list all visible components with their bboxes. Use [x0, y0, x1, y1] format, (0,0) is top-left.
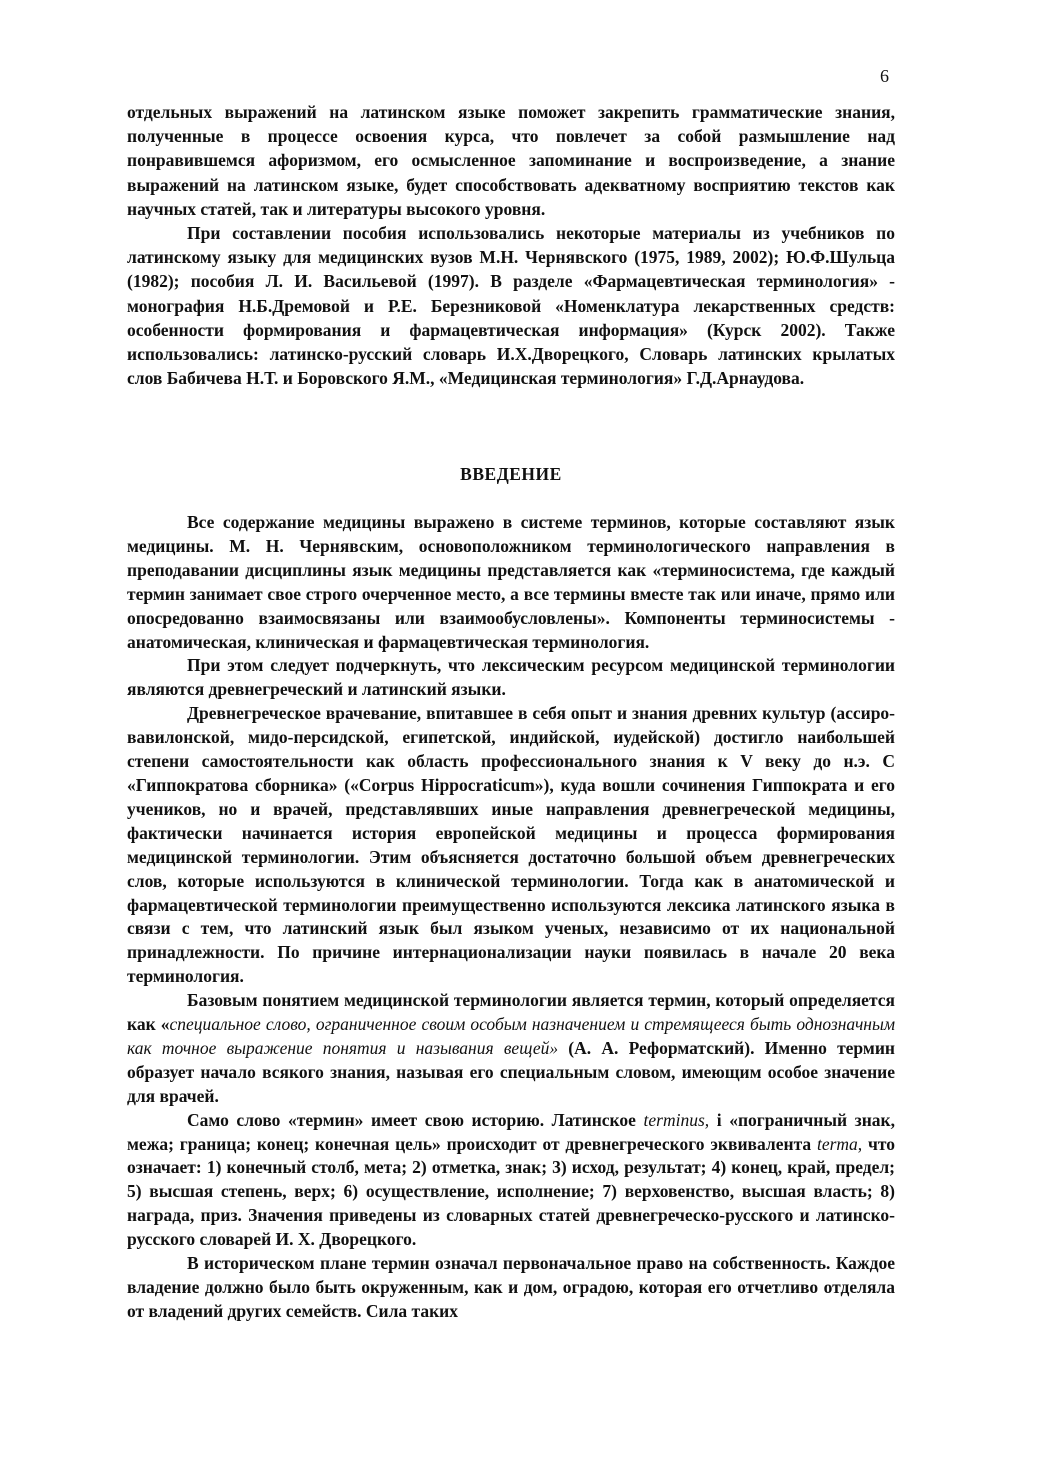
section-heading: ВВЕДЕНИЕ — [460, 464, 562, 484]
intro-paragraph-1: Все содержание медицины выражено в системе терминов, которые составляют язык медицины. М. Н. Чернявским, основоположником терминологического направления в преподавании дисциплины язык медицины представляется как «терминосистема, где каждый термин занимает свое строго очерченное место, а все термины вместе так или иначе, прямо или опосредованно взаимосвязаны или взаимообусловлены». Компоненты терминосистемы - анатомическая, клиническая и фармацевтическая терминология. — [127, 512, 895, 652]
intro-p4-start: Базовым понятием медицинской терминологии является термин, который определяется как « — [127, 990, 895, 1035]
intro-p4-end: (А. А. Реформатский). Именно термин образует начало всякого знания, называя его специальным словом, имеющим особое значение для врачей. — [127, 1037, 895, 1106]
intro-text — [127, 511, 895, 1324]
intro-paragraph-4 — [127, 989, 895, 1109]
page-number: 6 — [880, 66, 889, 86]
preface-paragraph-2: При составлении пособия использовались некоторые материалы из учебников по латинскому языку для медицинских вузов М.Н. Чернявского (1975, 1989, 2002); Ю.Ф.Шульца (1982); пособия Л. И. Васильевой (1997). В разделе «Фармацевтическая терминология» - монография Н.Б.Дремовой и Р.Е. Березниковой «Номенклатура лекарственных средств: особенности формирования и фармацевтическая информация» (Курск 2002). Также использовались: латинско-русский словарь И.Х.Дворецкого, Словарь латинских крылатых слов Бабичева Н.Т. и Боровского Я.М., «Медицинская терминология» Г.Д.Арнаудова. — [127, 223, 895, 389]
intro-p5-b: і «пограничный знак, межа; граница; конец; конечная цель» происходит от древнегреческого эквивалента — [127, 1109, 895, 1154]
intro-p5-c: что означает: 1) конечный столб, мета; 2) отметка, знак; 3) исход, результат; 4) конец, край, предел; 5) высшая степень, верх; 6) осуществление, исполнение; 7) верховенство, высшая власть; 8) награда, приз. Значения приведены из словарных статей древнегреческо-русского и латинско-русского словарей И. Х. Дворецкого. — [127, 1133, 895, 1250]
intro-p4-quote: специальное слово, ограниченное своим особым назначением и стремящееся быть однозначным как точное выражение понятия и называния вещей» — [127, 1014, 896, 1058]
intro-p5-a: Само слово «термин» имеет свою историю. Латинское — [187, 1109, 644, 1130]
preface-text — [127, 100, 895, 390]
intro-paragraph-3: Древнегреческое врачевание, впитавшее в себя опыт и знания древних культур (ассиро-вавилонской, мидо-персидской, египетской, индийской, иудейской) достигло наибольшей степени самостоятельности как область профессионального знания к V веку до н.э. С «Гиппократова сборника» («Corpus Hippocraticum»), куда вошли сочинения Гиппократа и его учеников, но и врачей, представлявших иные направления древнегреческой медицины, фактически начинается история европейской медицины и процесса формирования медицинской терминологии. Этим объясняется достаточно большой объем древнегреческих слов, которые используются в клинической терминологии. Тогда как в анатомической и фармацевтической терминологии преимущественно используются лексика латинского языка в связи с тем, что латинский язык был языком ученых, независимо от их национальной принадлежности. По причине интернационализации науки появилась в начале 20 века терминология. — [127, 703, 895, 987]
intro-paragraph-2: При этом следует подчеркнуть, что лексическим ресурсом медицинской терминологии являются древнегреческий и латинский языки. — [127, 655, 895, 700]
intro-paragraph-6: В историческом плане термин означал первоначальное право на собственность. Каждое владение должно было быть окруженным, как и дом, оградою, которая его отчетливо отделяла от владений других семейств. Сила таких — [127, 1253, 895, 1321]
latin-term-terminus: terminus, — [643, 1109, 710, 1130]
greek-term-terma: terma, — [816, 1133, 863, 1154]
intro-paragraph-5 — [127, 1109, 895, 1252]
preface-paragraph-1: отдельных выражений на латинском языке поможет закрепить грамматические знания, полученные в процессе освоения курса, что повлечет за собой размышление над понравившемся афоризмом, его осмысленное запоминание и воспроизведение, а знание выражений на латинском языке, будет способствовать адекватному восприятию текстов как научных статей, так и литературы высокого уровня. — [127, 102, 895, 219]
